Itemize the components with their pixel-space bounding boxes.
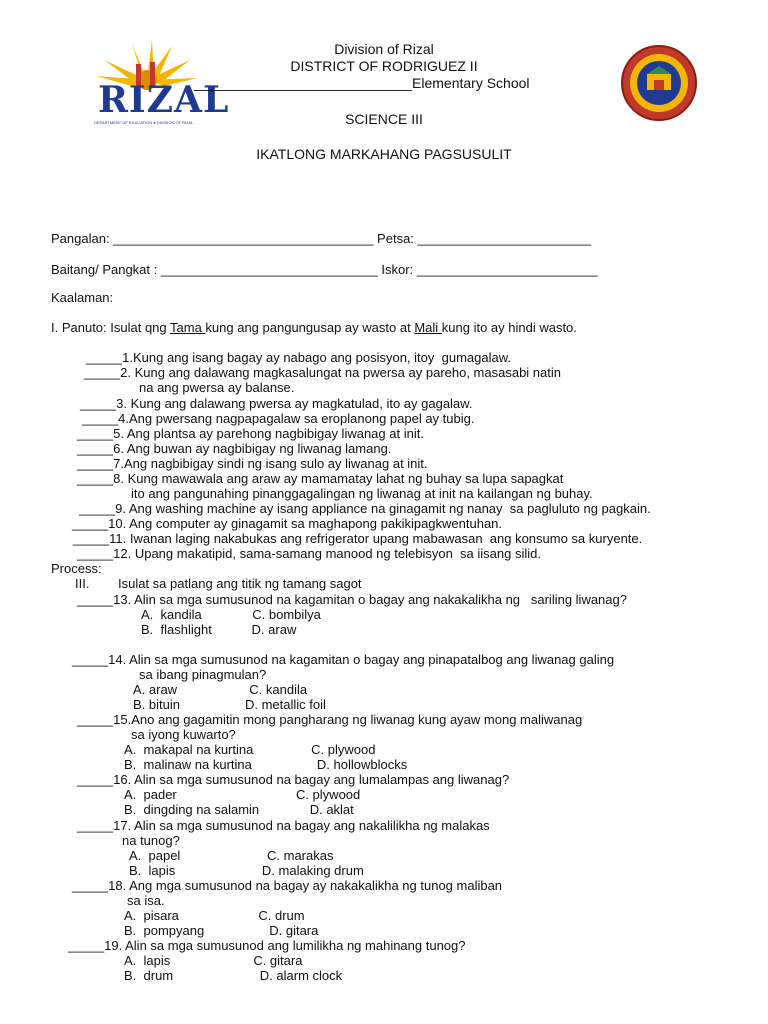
- q19-options-row2: B. drum D. alarm clock: [124, 968, 343, 983]
- question-2: _____2. Kung ang dalawang magkasalungat na pwersa ay pareho, masasabi natin: [84, 365, 562, 380]
- q16-options-row2: B. dingding na salamin D. aklat: [124, 802, 354, 817]
- instruction-middle: kung ang pangungusap ay wasto at: [205, 320, 415, 335]
- question-8: _____8. Kung mawawala ang araw ay mamamatay lahat ng buhay sa lupa sapagkat: [77, 471, 564, 486]
- part3-number: III.: [75, 576, 90, 591]
- question-18: _____18. Ang mga sumusunod na bagay ay nakakalikha ng tunog maliban: [72, 878, 503, 893]
- question-7: _____7.Ang nagbibigay sindi ng isang sulo ay liwanag at init.: [77, 456, 428, 471]
- question-17-cont: na tunog?: [122, 833, 180, 848]
- question-15: _____15.Ano ang gagamitin mong pangharang ng liwanag kung ayaw mong maliwanag: [77, 712, 583, 727]
- subject-title: SCIENCE III: [345, 111, 423, 127]
- part3-instruction: Isulat sa patlang ang titik ng tamang sagot: [118, 576, 362, 591]
- question-18-cont: sa isa.: [127, 893, 165, 908]
- q13-options-row2: B. flashlight D. araw: [141, 622, 297, 637]
- q17-options-row2: B. lapis D. malaking drum: [129, 863, 364, 878]
- grade-score-field: Baitang/ Pangkat : ______________________________ Iskor: _________________________: [51, 262, 598, 277]
- mali-word: Mali: [414, 320, 442, 335]
- q19-options-row1: A. lapis C. gitara: [124, 953, 303, 968]
- question-11: _____11. Iwanan laging nakabukas ang refrigerator upang mabawasan ang konsumo sa kuryente.: [73, 531, 643, 546]
- question-17: _____17. Alin sa mga sumusunod na bagay ang nakalilikha ng malakas: [77, 818, 490, 833]
- exam-title: IKATLONG MARKAHANG PAGSUSULIT: [256, 146, 512, 162]
- q18-options-row2: B. pompyang D. gitara: [124, 923, 319, 938]
- tama-word: Tama: [170, 320, 206, 335]
- question-6: _____6. Ang buwan ay nagbibigay ng liwanag lamang.: [77, 441, 392, 456]
- q14-options-row2: B. bituin D. metallic foil: [133, 697, 326, 712]
- question-13: _____13. Alin sa mga sumusunod na kagamitan o bagay ang nakakalikha ng sariling liwanag?: [77, 592, 627, 607]
- q13-options-row1: A. kandila C. bombilya: [141, 607, 321, 622]
- question-5: _____5. Ang plantsa ay parehong nagbibigay liwanag at init.: [77, 426, 424, 441]
- q15-options-row1: A. makapal na kurtina C. plywood: [124, 742, 376, 757]
- instruction-prefix: I. Panuto: Isulat qng: [51, 320, 171, 335]
- kaalaman-label: Kaalaman:: [51, 290, 114, 305]
- question-14-cont: sa ibang pinagmulan?: [139, 667, 267, 682]
- process-label: Process:: [51, 561, 102, 576]
- part1-instruction: [51, 320, 577, 335]
- q18-options-row1: A. pisara C. drum: [124, 908, 305, 923]
- question-16: _____16. Alin sa mga sumusunod na bagay ang lumalampas ang liwanag?: [77, 772, 510, 787]
- question-10: _____10. Ang computer ay ginagamit sa maghapong pakikipagkwentuhan.: [72, 516, 503, 531]
- division-title: Division of Rizal: [334, 41, 434, 57]
- question-1: _____1.Kung ang isang bagay ay nabago ang posisyon, itoy gumagalaw.: [86, 350, 511, 365]
- question-19: _____19. Alin sa mga sumusunod ang lumilikha ng mahinang tunog?: [68, 938, 466, 953]
- instruction-suffix: kung ito ay hindi wasto.: [441, 320, 577, 335]
- rizal-logo-caption: DEPARTMENT OF EDUCATION ● DIVISION OF RIZAL: [94, 120, 194, 125]
- question-2-cont: na ang pwersa ay balanse.: [139, 380, 295, 395]
- question-14: _____14. Alin sa mga sumusunod na kagamitan o bagay ang pinapatalbog ang liwanag galing: [72, 652, 615, 667]
- question-12: _____12. Upang makatipid, sama-samang manood ng telebisyon sa iisang silid.: [77, 546, 541, 561]
- district-title: DISTRICT OF RODRIGUEZ II: [290, 58, 478, 74]
- question-8-cont: ito ang pangunahing pinanggagalingan ng liwanag at init na kailangan ng buhay.: [131, 486, 593, 501]
- question-9: _____9. Ang washing machine ay isang appliance na ginagamit ng nanay sa pagluluto ng pagkain.: [79, 501, 651, 516]
- school-name-line: ____________________________Elementary School: [194, 75, 530, 91]
- question-15-cont: sa iyong kuwarto?: [131, 727, 236, 742]
- rizal-logo-text: RIZAL: [98, 79, 230, 121]
- q17-options-row1: A. papel C. marakas: [129, 848, 334, 863]
- name-date-field: Pangalan: ____________________________________ Petsa: ________________________: [51, 231, 592, 246]
- q15-options-row2: B. malinaw na kurtina D. hollowblocks: [124, 757, 408, 772]
- question-3: _____3. Kung ang dalawang pwersa ay magkatulad, ito ay gagalaw.: [80, 396, 473, 411]
- question-4: _____4.Ang pwersang nagpapagalaw sa eroplanong papel ay tubig.: [82, 411, 475, 426]
- q14-options-row1: A. araw C. kandila: [133, 682, 308, 697]
- q16-options-row1: A. pader C. plywood: [124, 787, 361, 802]
